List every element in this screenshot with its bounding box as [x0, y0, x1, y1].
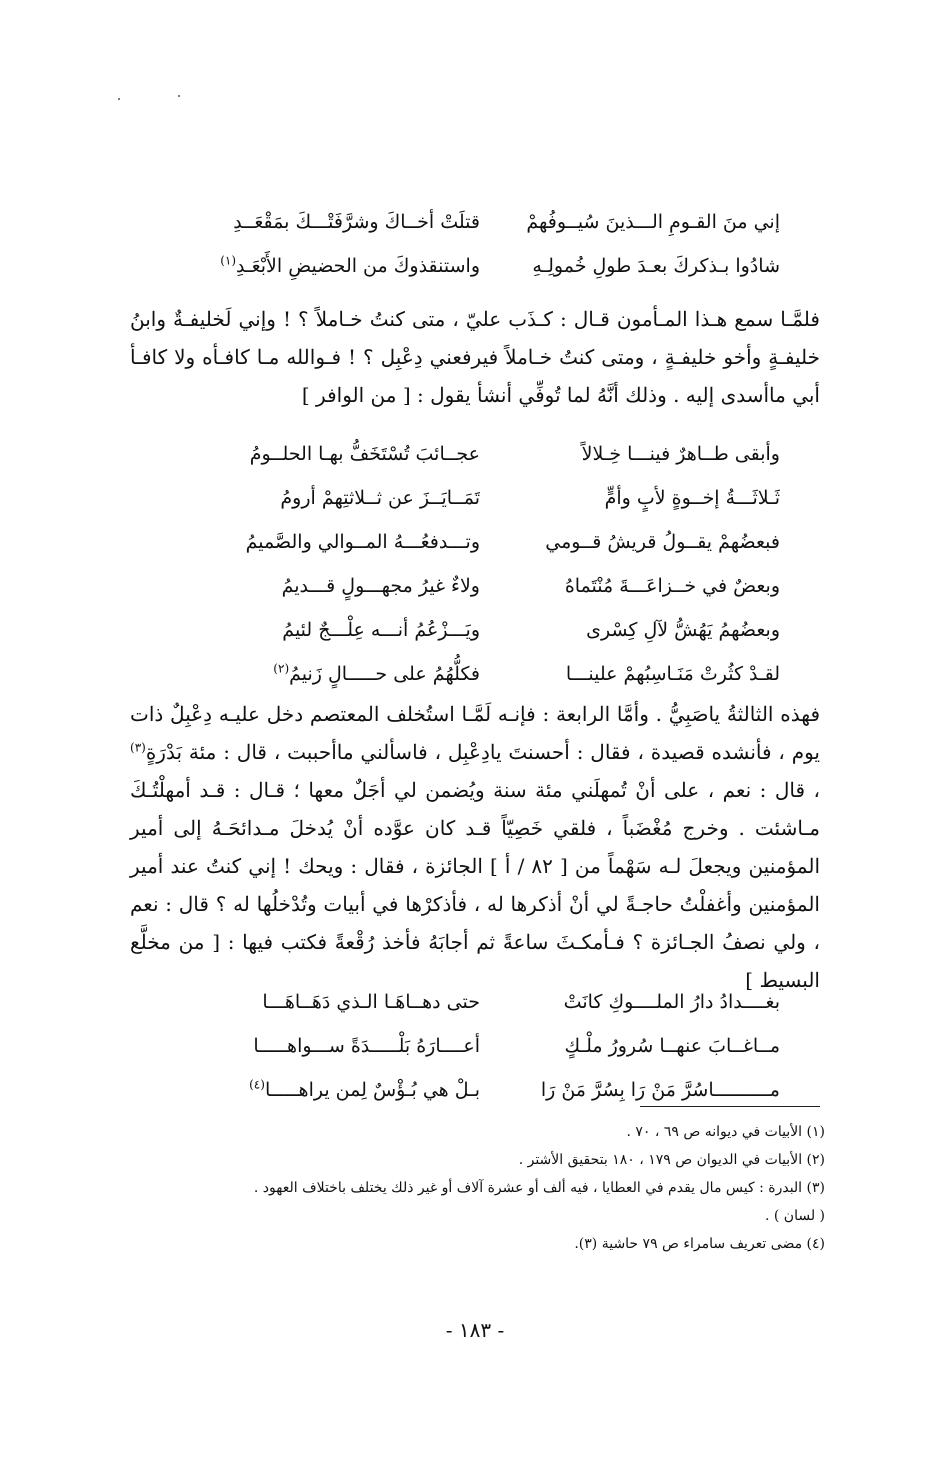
footnote-divider	[640, 1106, 820, 1107]
footnote-3: (٣) البدرة : كيس مال يقدم في العطايا ، فيه ألف أو عشرة آلاف أو غير ذلك يختلف باختلاف العهود .	[253, 1180, 825, 1196]
poem-line	[180, 244, 780, 288]
footnote-ref: (٣)	[130, 740, 146, 755]
poem-line	[180, 564, 780, 608]
footnote-1: (١) الأبيات في ديوانه ص ٦٩ ، ٧٠ .	[626, 1124, 825, 1140]
hemistich-second	[180, 980, 480, 1024]
poem-2	[180, 432, 780, 696]
poem-line	[180, 432, 780, 476]
hemistich-first: وأبقى طــاهرٌ فينـــا خِـلالاً	[581, 443, 780, 465]
hemistich-first: مــاغــابَ عنهــا سُرورُ ملْـكٍ	[564, 1035, 780, 1057]
paragraph-2	[130, 695, 820, 999]
poem-line	[180, 200, 780, 244]
hemistich-second	[180, 476, 480, 520]
hemistich-text: حتى دهــاهَـا الـذي دَهَــاهَـــا	[262, 991, 480, 1013]
scan-speck	[118, 98, 120, 100]
footnote-ref: (١)	[220, 253, 237, 268]
hemistich-first: لقـدْ كثُرتْ مَنَـاسِبُهمْ علينـــا	[565, 663, 780, 685]
hemistich-text: فكلُّهُمُ على حـــــالٍ زَنيمُ	[289, 663, 480, 685]
poem-line	[180, 980, 780, 1024]
hemistich-first: فبعضُهمْ يقــولُ قريشُ قــومي	[545, 531, 780, 553]
footnote-3-continued: ( لسان ) .	[764, 1208, 825, 1224]
hemistich-second	[180, 200, 480, 244]
hemistich-text: قتلَتْ أخــاكَ وشرَّفَتْـــكَ بمَقْعَــدِ	[233, 211, 480, 233]
hemistich-first: ثَـلاثَـــةُ إخــوةٍ لأبٍ وأمٍّ	[604, 487, 780, 509]
hemistich-text: واستنقذوكَ من الحضيضِ الأَبْعَـدِ	[236, 255, 480, 277]
hemistich-first: شادُوا بـذكركَ بعـدَ طولِ خُمولِـهِ	[532, 255, 780, 277]
paragraph-1: فلمَّـا سمع هـذا المـأمون قـال : كـذَب عليّ ، متى كنتُ خـاملاً ؟ ! وإني لَخليفـةٌ وابنُ خليفـةٍ وأخو خليفـةٍ ، ومتى كنتُ خـاملاً فيرفعني دِعْبِل ؟ ! فـوالله مـا كافـأه ولا كافـأ أبي ماأسدى إليه . وذلك أنَّهُ لما تُوفِّي أنشأ يقول : [ من الوافر ]	[130, 307, 820, 407]
hemistich-first: وبعضُهمُ يَهُشُّ لآلِ كِسْرى	[586, 619, 780, 641]
poem-line	[180, 520, 780, 564]
hemistich-second	[180, 1024, 480, 1068]
footnote-2: (٢) الأبيات في الديوان ص ١٧٩ ، ١٨٠ بتحقيق الأشتر .	[518, 1152, 825, 1168]
hemistich-second	[180, 608, 480, 652]
poem-1	[180, 200, 780, 288]
poem-3	[180, 980, 780, 1112]
paragraph-2-rest: ، قال : نعم ، على أنْ تُمهلَني مئة سنة ويُضمن لي أجَلٌ معها ؛ قـال : قـد أمهلْتُـكَ مـاشئت . وخرج مُغْضَباً ، فلقي خَصِيّاً قـد كان عوَّده أنْ يُدخلَ مـدائحَـهُ إلى أمير المؤمنين ويجعلَ لـه سَهْماً من [ ٨٢ / أ ] الجائزة ، فقال : ويحك ! إني كنتُ عند أمير المؤمنين وأغفلْتُ حاجـةً لي أنْ أذكرها له ، فأذكرْها في أبيات وتُدْخلُها له ؟ قال : نعم ، ولي نصفُ الجـائزة ؟ فـأمكـثَ ساعةً ثم أجابَهُ فأخذ رُقْعةً فكتب فيها : [ من مخلَّع البسيط ]	[130, 778, 820, 992]
page-number: - ١٨٣ -	[445, 1318, 505, 1342]
hemistich-text: بـلْ هي بُـؤْسٌ لِمن يراهـــــا	[264, 1079, 480, 1101]
footnote-ref: (٢)	[273, 661, 290, 676]
poem-line	[180, 1024, 780, 1068]
hemistich-text: وتـــدفعُـــهُ المــوالي والصَّميمُ	[245, 531, 480, 553]
hemistich-second	[180, 520, 480, 564]
hemistich-second	[180, 432, 480, 476]
scan-speck	[178, 95, 180, 97]
hemistich-second	[180, 244, 480, 288]
poem-line	[180, 608, 780, 652]
hemistich-text: تَمَــايَــزَ عن ثــلاثتِهمْ أرومُ	[280, 487, 480, 509]
hemistich-text: ولاءٌ غيرُ مجهـــولٍ قـــديمُ	[281, 575, 480, 597]
hemistich-first: إني منَ القـومِ الـــذينَ سُيــوفُهمْ	[526, 211, 780, 233]
footnote-4: (٤) مضى تعريف سامراء ص ٧٩ حاشية (٣).	[574, 1236, 825, 1252]
footnote-ref: (٤)	[249, 1077, 265, 1092]
hemistich-text: ويَـــزْعُمُ أنـــه عِلْـــجٌ لئيمُ	[282, 619, 480, 641]
hemistich-text: عجــائبَ تُسْتَخَفُّ بهـا الحلــومُ	[249, 443, 480, 465]
hemistich-text: أعــــارَهُ بَلْـــــدَةً ســـواهـــــا	[253, 1035, 480, 1057]
paragraph-2-text: فهذه الثالثةُ ياصَبِيُّ . وأمَّا الرابعة : فإنـه لَمَّـا استُخلف المعتصم دخل عليـه دِعْبِلٌ ذات يوم ، فأنشده قصيدة ، فقال : أحسنتَ يادِعْبِل ، فاسألني ماأحببت ، قال : مئة بَدْرَةٍ	[130, 702, 820, 764]
footnotes	[140, 1118, 825, 1258]
poem-line	[180, 652, 780, 696]
hemistich-second	[180, 564, 480, 608]
hemistich-second	[180, 1068, 480, 1112]
hemistich-second	[180, 652, 480, 696]
poem-line	[180, 476, 780, 520]
hemistich-first: بغــــدادُ دارُ الملــــوكِ كانَتْ	[563, 991, 780, 1013]
hemistich-first: مــــــــــاسُرَّ مَنْ رَا بِسُرَّ مَنْ رَا	[540, 1079, 780, 1101]
hemistich-first: وبعضٌ في خــزاعَـــةَ مُنْتَماهُ	[564, 575, 780, 597]
